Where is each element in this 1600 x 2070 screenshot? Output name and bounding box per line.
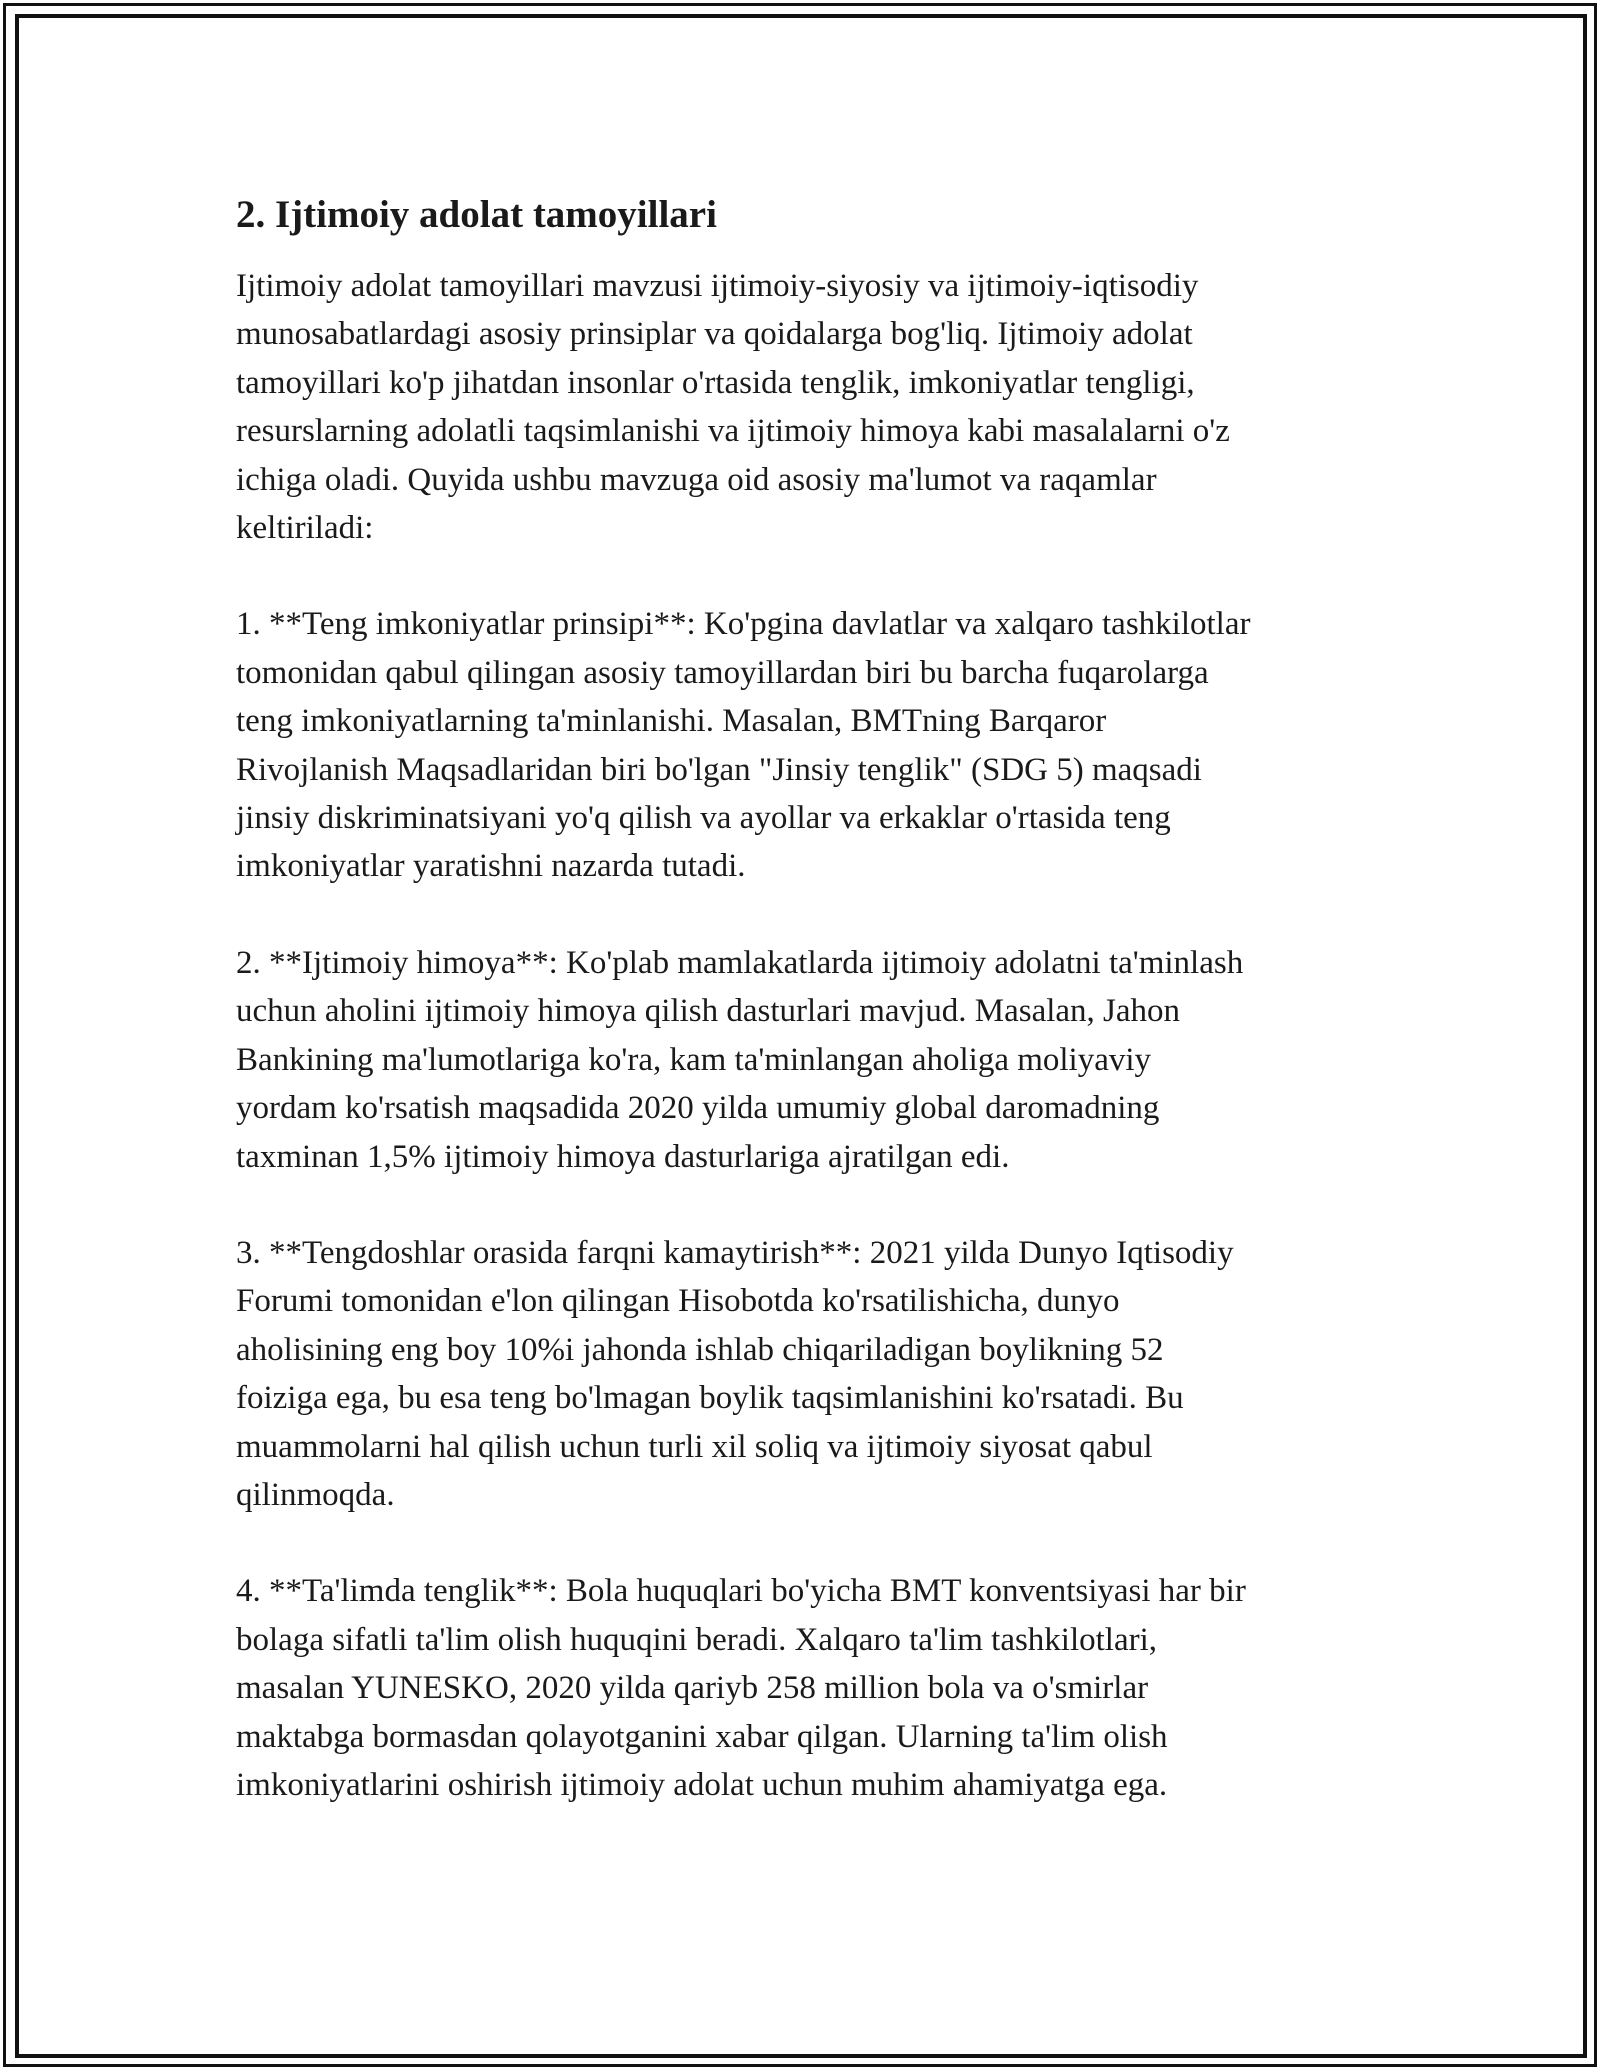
list-item-inequality-reduction: 3. **Tengdoshlar orasida farqni kamaytirish**: 2021 yilda Dunyo Iqtisodiy Forumi tomonidan e'lon qilingan Hisobotda ko'rsatilishicha, dunyo aholisining eng boy 10%i jahonda ishlab chiqariladigan boylikning 52 foiziga ega, bu esa teng bo'lmagan boylik taqsimlanishini ko'rsatadi. Bu muammolarni hal qilish uchun turli xil soliq va ijtimoiy siyosat qabul qilinmoqda. xyxy=(236,1234,1234,1513)
list-item-equal-opportunity: 1. **Teng imkoniyatlar prinsipi**: Ko'pgina davlatlar va xalqaro tashkilotlar tomonidan qabul qilingan asosiy tamoyillardan biri bu barcha fuqarolarga teng imkoniyatlarning ta'minlanishi. Masalan, BMTning Barqaror Rivojlanish Maqsadlaridan biri bo'lgan "Jinsiy tenglik" (SDG 5) maqsadi jinsiy diskriminatsiyani yo'q qilish va ayollar va erkaklar o'rtasida teng imkoniyatlar yaratishni nazarda tutadi. xyxy=(236,606,1251,885)
document-body xyxy=(236,186,1386,1809)
intro-paragraph: Ijtimoiy adolat tamoyillari mavzusi ijtimoiy-siyosiy va ijtimoiy-iqtisodiy munosabatlardagi asosiy prinsiplar va qoidalarga bog'liq. Ijtimoiy adolat tamoyillari ko'p jihatdan insonlar o'rtasida tenglik, imkoniyatlar tengligi, resurslarning adolatli taqsimlanishi va ijtimoiy himoya kabi masalalarni o'z ichiga oladi. Quyida ushbu mavzuga oid asosiy ma'lumot va raqamlar keltiriladi: xyxy=(236,268,1230,547)
paragraph-spacer xyxy=(236,1519,1386,1567)
paragraph-spacer xyxy=(236,552,1386,600)
list-item-education-equality: 4. **Ta'limda tenglik**: Bola huquqlari bo'yicha BMT konventsiyasi har bir bolaga sifatli ta'lim olish huquqini beradi. Xalqaro ta'lim tashkilotlari, masalan YUNESKO, 2020 yilda qariyb 258 million bola va o'smirlar maktabga bormasdan qolayotganini xabar qilgan. Ularning ta'lim olish imkoniyatlarini oshirish ijtimoiy adolat uchun muhim ahamiyatga ega. xyxy=(236,1573,1246,1803)
list-item-social-protection: 2. **Ijtimoiy himoya**: Ko'plab mamlakatlarda ijtimoiy adolatni ta'minlash uchun aholini ijtimoiy himoya qilish dasturlari mavjud. Masalan, Jahon Bankining ma'lumotlariga ko'ra, kam ta'minlangan aholiga moliyaviy yordam ko'rsatish maqsadida 2020 yilda umumiy global daromadning taxminan 1,5% ijtimoiy himoya dasturlariga ajratilgan edi. xyxy=(236,944,1244,1175)
section-title: 2. Ijtimoiy adolat tamoyillari xyxy=(236,193,717,236)
paragraph-spacer xyxy=(236,1181,1386,1229)
paragraph-spacer xyxy=(236,891,1386,939)
